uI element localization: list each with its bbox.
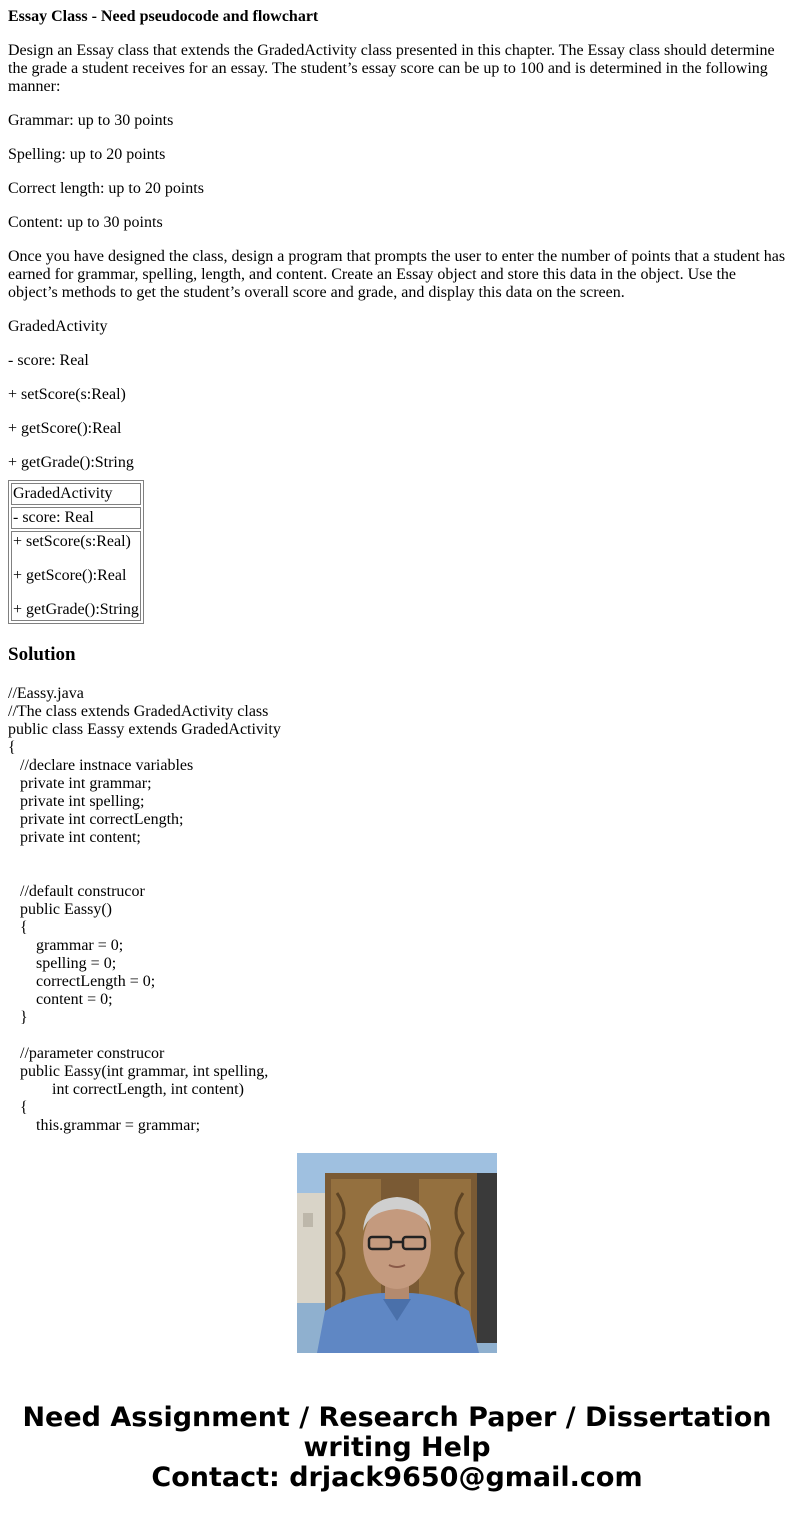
solution-code-area: [8, 685, 788, 1134]
uml-method: + getGrade():String: [13, 601, 139, 618]
promo-contact: Contact: drjack9650@gmail.com: [151, 1462, 643, 1493]
author-avatar: [297, 1153, 497, 1353]
criteria-spelling: Spelling: up to 20 points: [8, 146, 166, 163]
promo-banner: [0, 1403, 794, 1493]
uml-method: + setScore(s:Real): [13, 533, 131, 550]
uml-attribute-cell: - score: Real: [11, 507, 141, 529]
uml-class-table: [8, 480, 144, 624]
promo-line: writing Help: [303, 1432, 491, 1463]
uml-method: + getScore():Real: [13, 567, 127, 584]
uml-class-name-cell: GradedActivity: [11, 483, 141, 505]
question-content: [8, 8, 788, 683]
uml-method-text: + getGrade():String: [8, 454, 134, 471]
question-body: [8, 42, 788, 472]
solution-code: //Eassy.java //The class extends GradedActivity class public class Eassy extends GradedActivity { //declare instnace variables private int grammar; private int spelling; private int correctLength; private int content; //default construcor public Eassy() { grammar = 0; spelling = 0; correctLength = 0; content = 0; } //parameter construcor public Eassy(int grammar, int spelling, int correctLength, int content) { this.grammar = grammar;: [8, 685, 281, 1134]
uml-method-text: + getScore():Real: [8, 420, 122, 437]
solution-heading: Solution: [8, 644, 76, 665]
question-paragraph: Once you have designed the class, design a program that prompts the user to enter the number of points that a student has earned for grammar, spelling, length, and content. Create an Essay object and store this data in the object. Use the object’s methods to get the student’s overall score and grade, and display this data on the screen.: [8, 248, 786, 301]
question-title: Essay Class - Need pseudocode and flowchart: [8, 8, 319, 25]
criteria-content: Content: up to 30 points: [8, 214, 163, 231]
uml-method-text: + setScore(s:Real): [8, 386, 126, 403]
uml-methods-cell: [11, 531, 141, 621]
criteria-length: Correct length: up to 20 points: [8, 180, 204, 197]
uml-attribute-text: - score: Real: [8, 352, 89, 369]
criteria-grammar: Grammar: up to 30 points: [8, 112, 174, 129]
uml-class-name-text: GradedActivity: [8, 318, 108, 335]
promo-line: Need Assignment / Research Paper / Dissertation: [22, 1402, 772, 1433]
question-paragraph: Design an Essay class that extends the GradedActivity class presented in this chapter. The Essay class should determine the grade a student receives for an essay. The student’s essay score can be up to 100 and is determined in the following manner:: [8, 42, 775, 95]
author-photo: [297, 1153, 497, 1353]
